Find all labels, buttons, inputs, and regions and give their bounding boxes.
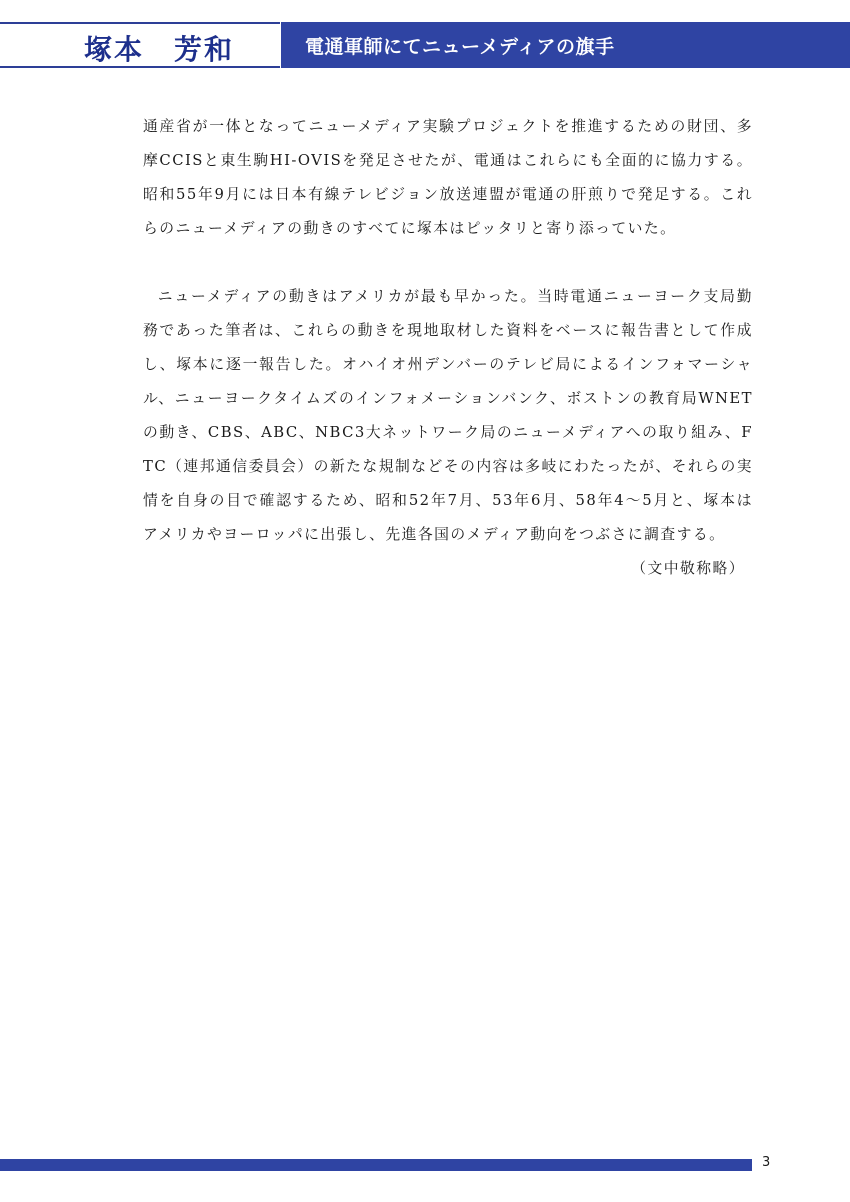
page-number: 3 (762, 1155, 771, 1170)
paragraph-spacer (143, 246, 753, 280)
article-body (143, 110, 753, 586)
header-title-banner (281, 22, 850, 68)
page-header (0, 22, 850, 70)
header-name-box (0, 22, 280, 68)
paragraph-1: 通産省が一体となってニューメディア実験プロジェクトを推進するための財団、多摩CCISと東生駒HI-OVISを発足させたが、電通はこれらにも全面的に協力する。昭和55年9月には日本有線テレビジョン放送連盟が電通の肝煎りで発足する。これらのニューメディアの動きのすべてに塚本はピッタリと寄り添っていた。 (143, 118, 753, 237)
honorific-note: （文中敬称略） (631, 560, 745, 577)
author-name: 塚本 芳和 (84, 33, 235, 66)
paragraph-2: ニューメディアの動きはアメリカが最も早かった。当時電通ニューヨーク支局勤務であった筆者は、これらの動きを現地取材した資料をベースに報告書として作成し、塚本に逐一報告した。オハイオ州デンバーのテレビ局によるインフォマーシャル、ニューヨークタイムズのインフォメーションバンク、ボストンの教育局WNETの動き、CBS、ABC、NBC3大ネットワーク局のニューメディアへの取り組み、FTC（連邦通信委員会）の新たな規制などその内容は多岐にわたったが、それらの実情を自身の目で確認するため、昭和52年7月、53年6月、58年4～5月と、塚本はアメリカやヨーロッパに出張し、先進各国のメディア動向をつぶさに調査する。 (143, 288, 753, 543)
footer-bar (0, 1159, 752, 1171)
page-title: 電通軍師にてニューメディアの旗手 (305, 36, 615, 58)
